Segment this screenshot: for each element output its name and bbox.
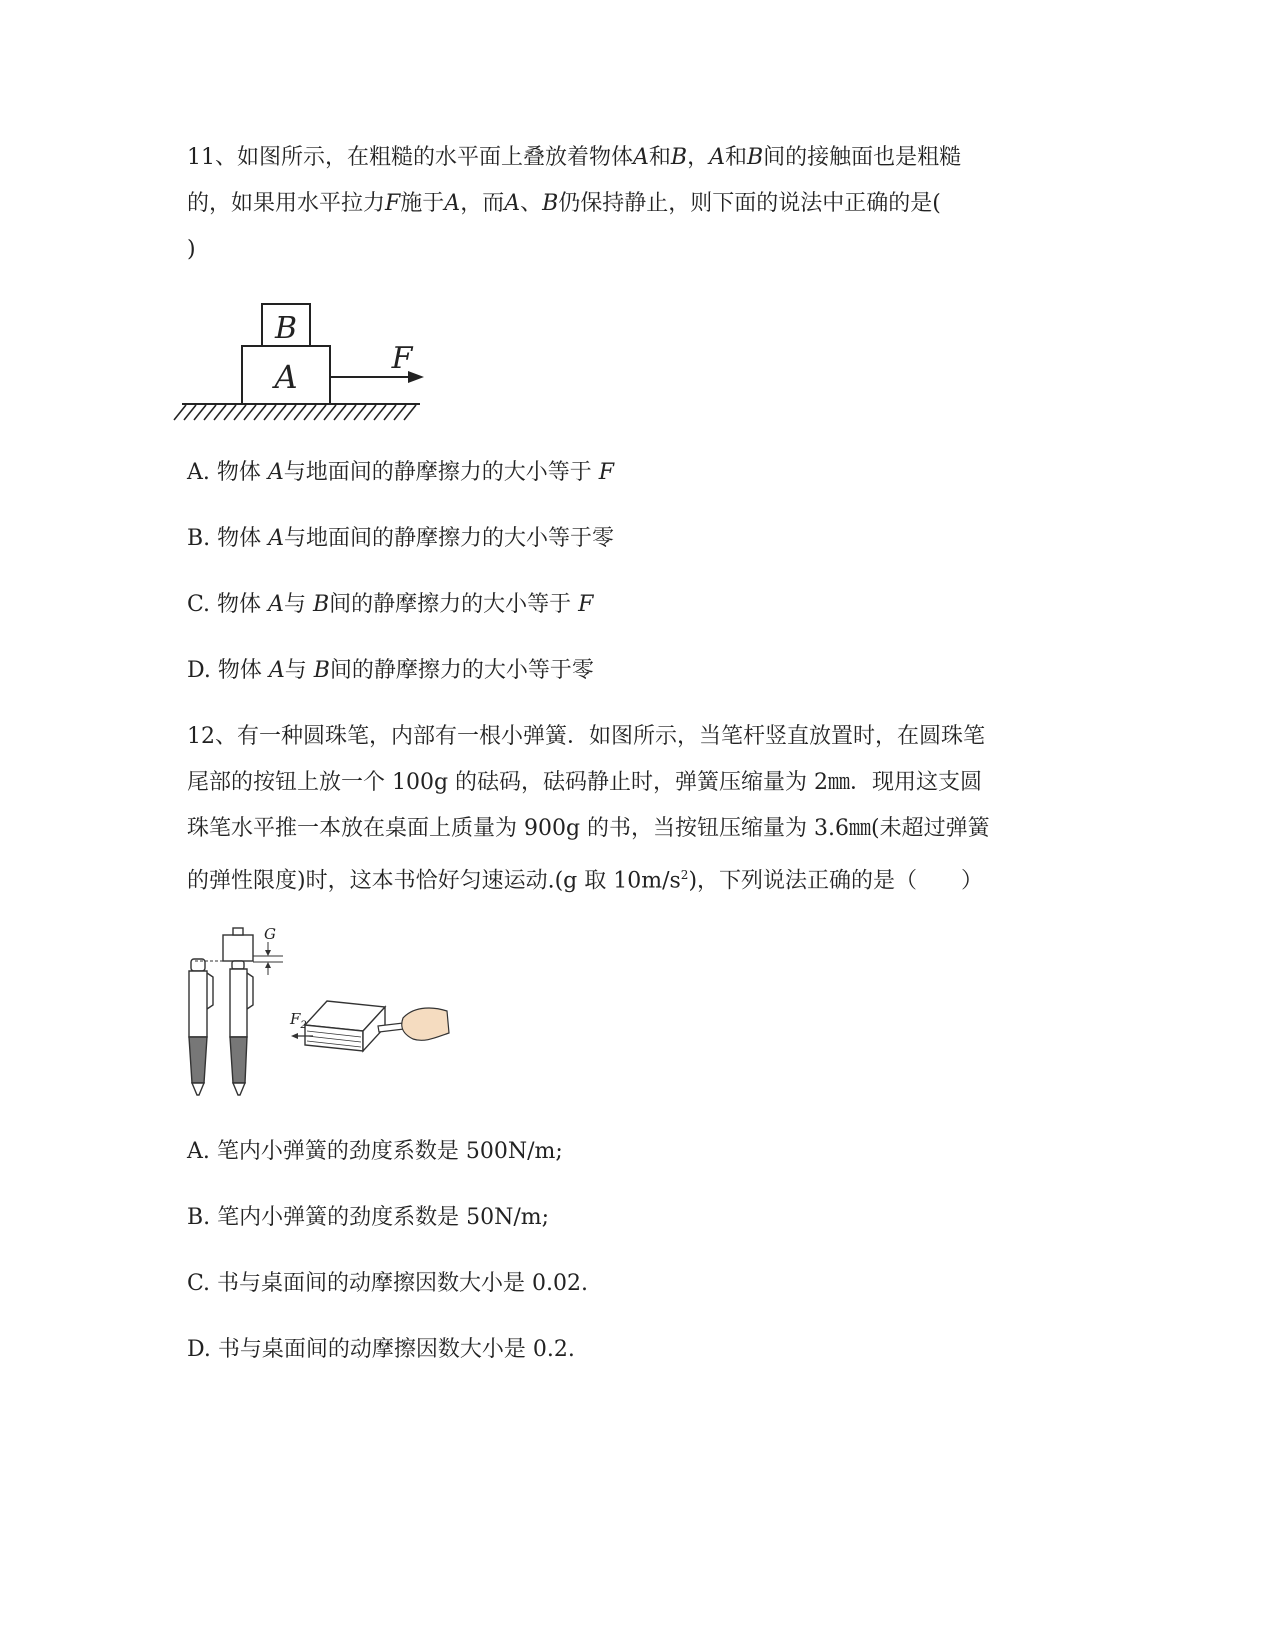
hatch-line [194, 405, 206, 420]
q12-option-a[interactable]: A. 笔内小弹簧的劲度系数是 500N/m; [187, 1139, 563, 1164]
hatch-line [264, 405, 276, 420]
q12-stem-line-4: 的弹性限度)时，这本书恰好匀速运动.(g 取 $10m/s^2$)，下列说法正确的是（ ） [187, 868, 984, 894]
hatch-line [274, 405, 286, 420]
hatch-line [244, 405, 256, 420]
pen-left [189, 959, 213, 1095]
hatch-line [224, 405, 236, 420]
hatch-line [364, 405, 376, 420]
q12-stem-line-3: 珠笔水平推一本放在桌面上质量为 900g 的书，当按钮压缩量为 3.6㎜(未超过弹簧 [187, 816, 990, 841]
block-a-label: A [274, 358, 298, 396]
q12-figure-pens [185, 925, 455, 1100]
hand [402, 1008, 449, 1040]
q11-option-c[interactable]: C. 物体 A与 B间的静摩擦力的大小等于 F [187, 592, 594, 617]
q12-option-b[interactable]: B. 笔内小弹簧的劲度系数是 50N/m; [187, 1205, 550, 1230]
hatch-line [294, 405, 306, 420]
hatch-line [284, 405, 296, 420]
hatch-line [254, 405, 266, 420]
q12-option-c[interactable]: C. 书与桌面间的动摩擦因数大小是 0.02. [187, 1271, 589, 1296]
ground-hatching [174, 405, 416, 420]
label-f2: $F_2$ [290, 1010, 307, 1031]
hatch-line [214, 405, 226, 420]
hatch-line [394, 405, 406, 420]
force-label: F [391, 341, 413, 376]
hatch-line [304, 405, 316, 420]
q11-stem-line-3: ) [187, 237, 196, 262]
q11-option-d[interactable]: D. 物体 A与 B间的静摩擦力的大小等于零 [187, 658, 594, 683]
q12-option-d[interactable]: D. 书与桌面间的动摩擦因数大小是 0.2. [187, 1337, 575, 1362]
hatch-line [404, 405, 416, 420]
label-g: G [264, 925, 276, 943]
hatch-line [384, 405, 396, 420]
hatch-line [344, 405, 356, 420]
hatch-line [334, 405, 346, 420]
hatch-line [174, 405, 186, 420]
hatch-line [314, 405, 326, 420]
hatch-line [354, 405, 366, 420]
pen-right [223, 928, 253, 1095]
hatch-line [204, 405, 216, 420]
q12-stem-line-1: 12、有一种圆珠笔，内部有一根小弹簧．如图所示，当笔杆竖直放置时，在圆珠笔 [187, 724, 985, 749]
q11-stem-line-2: 的，如果用水平拉力F施于A，而A、B仍保持静止，则下面的说法中正确的是( [187, 191, 941, 216]
q11-option-b[interactable]: B. 物体 A与地面间的静摩擦力的大小等于零 [187, 526, 615, 551]
hatch-line [324, 405, 336, 420]
q11-option-a[interactable]: A. 物体 A与地面间的静摩擦力的大小等于 F [187, 460, 615, 485]
q11-figure-blocks [180, 300, 440, 430]
hatch-line [234, 405, 246, 420]
hatch-line [374, 405, 386, 420]
block-b-label: B [274, 311, 298, 346]
hatch-line [184, 405, 196, 420]
q11-stem-line-1: 11、如图所示，在粗糙的水平面上叠放着物体A和B，A和B间的接触面也是粗糙 [187, 145, 962, 170]
q12-stem-line-2: 尾部的按钮上放一个 100g 的砝码，砝码静止时，弹簧压缩量为 2㎜．现用这支圆 [187, 770, 983, 795]
book [305, 1001, 385, 1051]
